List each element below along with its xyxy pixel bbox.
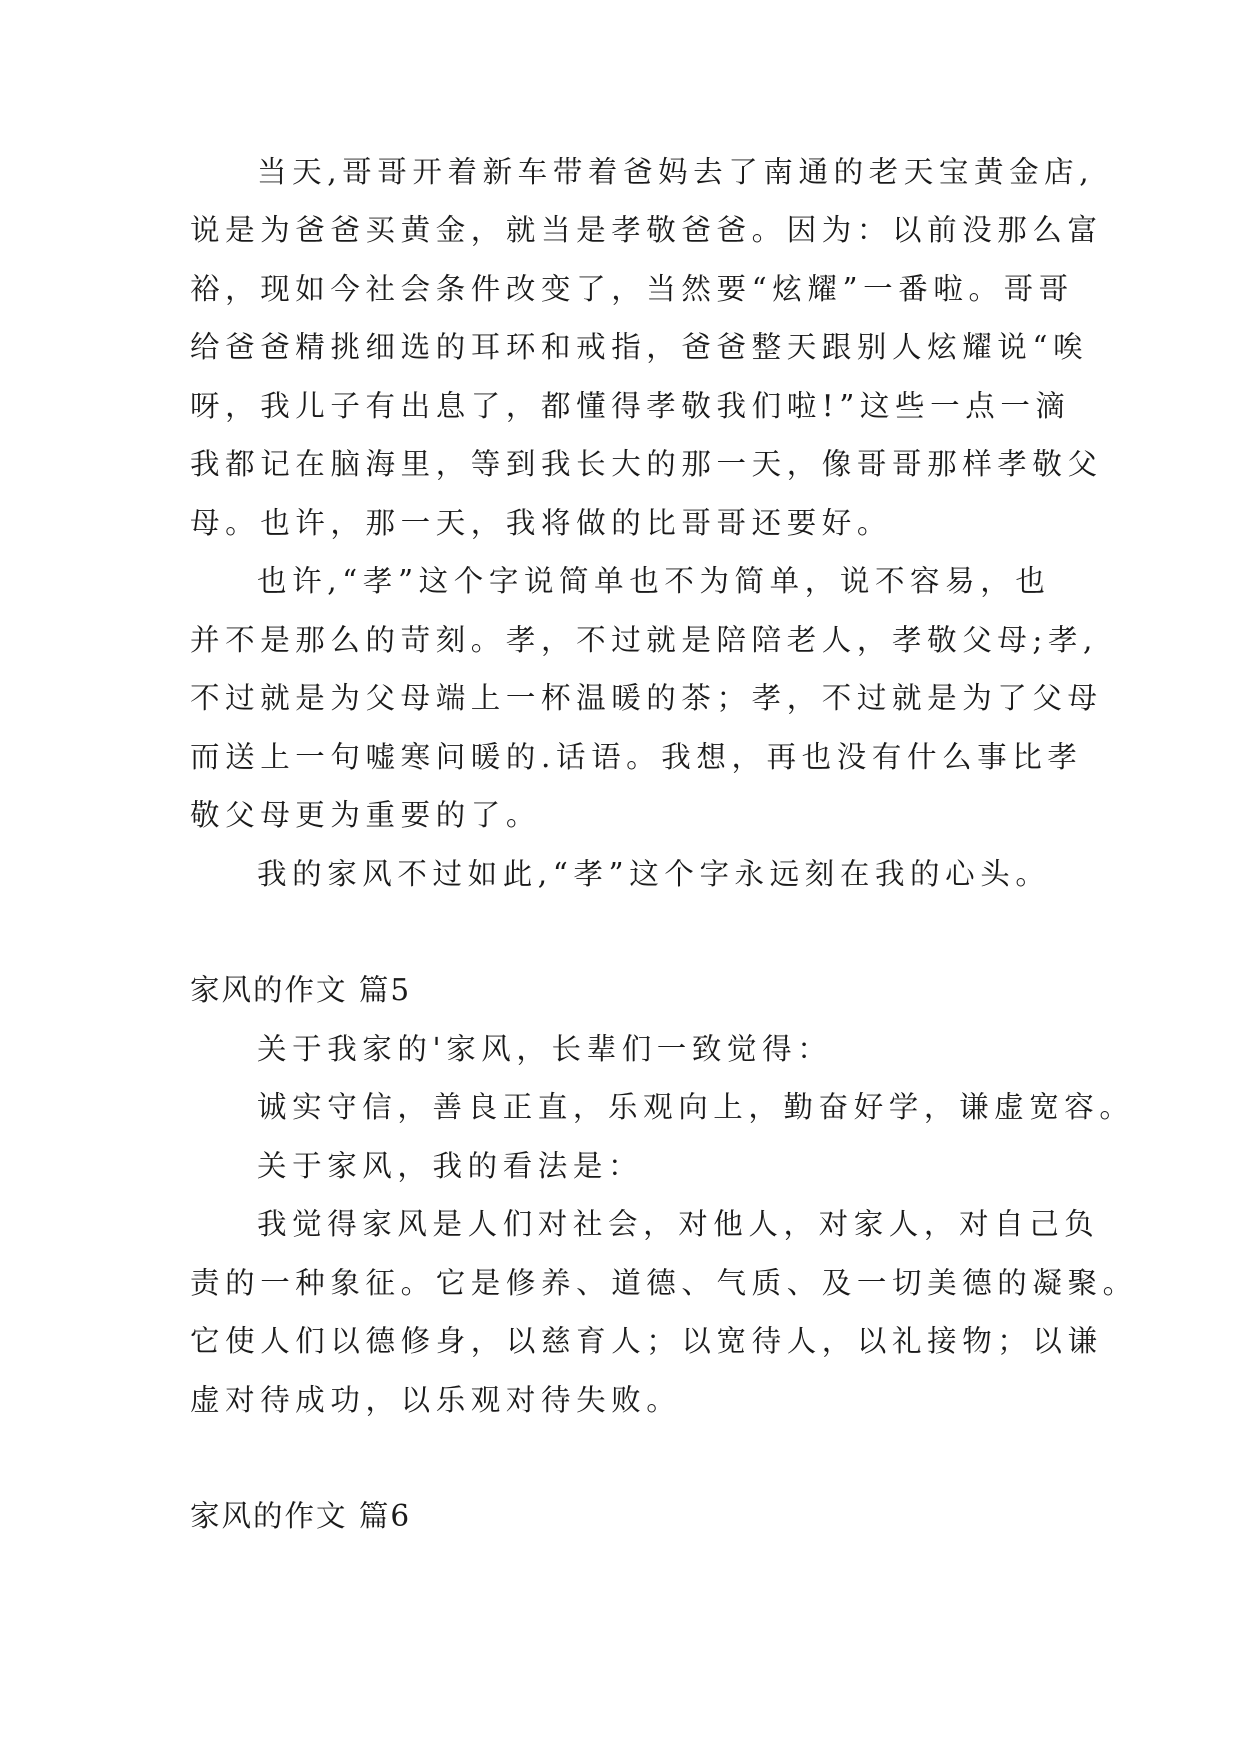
paragraph-line: 不过就是为父母端上一杯温暖的茶；孝，不过就是为了父母 [190,681,1103,715]
paragraph-line: 责的一种象征。它是修养、道德、气质、及一切美德的凝聚。 [190,1266,1138,1300]
paragraph-line: 我都记在脑海里，等到我长大的那一天，像哥哥那样孝敬父 [190,447,1103,481]
paragraph-line: 虚对待成功，以乐观对待失败。 [190,1383,682,1417]
paragraph-line: 并不是那么的苛刻。孝，不过就是陪陪老人，孝敬父母;孝, [190,623,1099,657]
section-heading: 家风的作文 篇5 [190,973,412,1007]
paragraph-line: 而送上一句嘘寒问暖的.话语。我想，再也没有什么事比孝 [190,740,1083,774]
paragraph-line: 当天,哥哥开着新车带着爸妈去了南通的老天宝黄金店, [257,155,1095,189]
paragraph-line: 母。也许，那一天，我将做的比哥哥还要好。 [190,506,893,540]
paragraph-line: 裕，现如今社会条件改变了，当然要“炫耀”一番啦。哥哥 [190,272,1074,306]
section-heading: 家风的作文 篇6 [190,1499,412,1533]
paragraph-line: 关于我家的'家风，长辈们一致觉得： [257,1032,833,1066]
paragraph-line: 说是为爸爸买黄金，就当是孝敬爸爸。因为：以前没那么富 [190,213,1103,247]
paragraph-line: 也许,“孝”这个字说简单也不为简单，说不容易，也 [257,564,1051,598]
paragraph-line: 敬父母更为重要的了。 [190,798,542,832]
paragraph-line: 关于家风，我的看法是： [257,1149,644,1183]
paragraph-line: 给爸爸精挑细选的耳环和戒指，爸爸整天跟别人炫耀说“唉 [190,330,1089,364]
paragraph-line: 呀，我儿子有出息了，都懂得孝敬我们啦!”这些一点一滴 [190,389,1071,423]
paragraph-line: 我觉得家风是人们对社会，对他人，对家人，对自己负 [257,1207,1100,1241]
paragraph-line: 它使人们以德修身，以慈育人；以宽待人，以礼接物；以谦 [190,1324,1103,1358]
paragraph-line: 诚实守信，善良正直，乐观向上，勤奋好学，谦虚宽容。 [257,1090,1135,1124]
paragraph-line: 我的家风不过如此,“孝”这个字永远刻在我的心头。 [257,857,1051,891]
